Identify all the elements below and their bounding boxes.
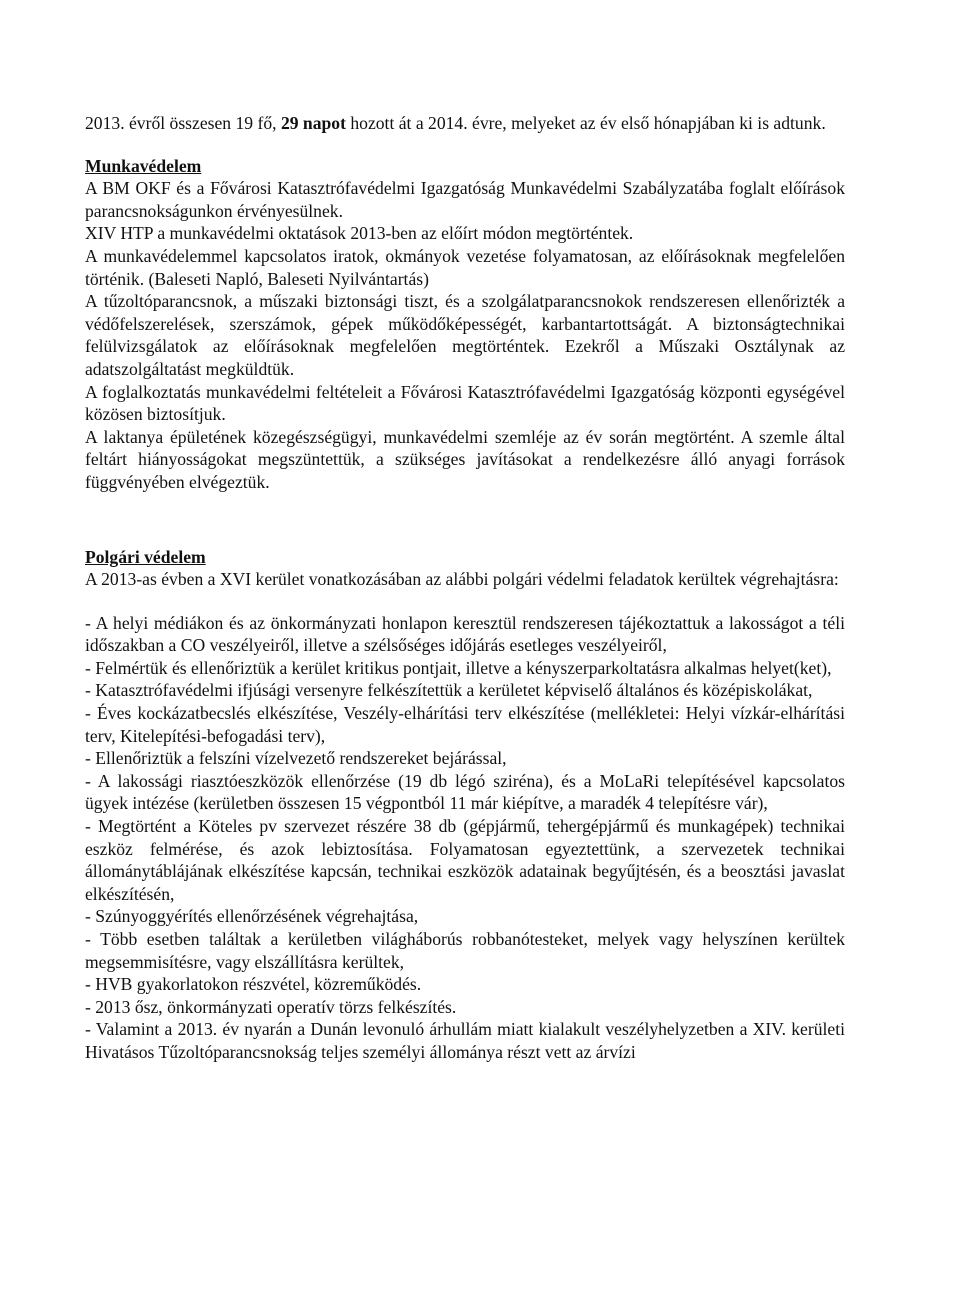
task-list	[85, 612, 845, 1064]
munkavedelem-paragraph: A laktanya épületének közegészségügyi, munkavédelmi szemléje az év során megtörtént. A szemle által feltárt hiányosságokat megszüntettük, a szükséges javításokat a rendelkezésre álló anyagi források függvényében elvégeztük.	[85, 426, 845, 492]
section-title-polgari-vedelem: Polgári védelem	[85, 546, 206, 567]
munkavedelem-paragraph: XIV HTP a munkavédelmi oktatások 2013-ben az előírt módon megtörténtek.	[85, 223, 634, 244]
polgari-vedelem-intro: A 2013-as évben a XVI kerület vonatkozásában az alábbi polgári védelmi feladatok kerültek végrehajtásra:	[85, 569, 839, 590]
list-item: - Katasztrófavédelmi ifjúsági versenyre felkészítettük a kerületet képviselő általános és középiskolákat,	[85, 680, 813, 701]
munkavedelem-paragraph: A tűzoltóparancsnok, a műszaki biztonsági tiszt, és a szolgálatparancsnokok rendszeresen ellenőrizték a védőfelszerelések, szerszámok, gépek működőképességét, karbantartottságát. A biztonságtechnikai felülvizsgálatok az előírásoknak megfelelően megtörténtek. Ezekről a Műszaki Osztálynak az adatszolgáltatást megküldtük.	[85, 291, 845, 379]
intro-paragraph	[85, 112, 845, 135]
list-item: - 2013 ősz, önkormányzati operatív törzs felkészítés.	[85, 996, 457, 1017]
section-title-munkavedelem: Munkavédelem	[85, 155, 202, 176]
intro-text-2: hozott át a 2014. évre, melyeket az év első hónapjában ki is adtunk.	[345, 113, 826, 133]
munkavedelem-paragraph: A munkavédelemmel kapcsolatos iratok, okmányok vezetése folyamatosan, az előírásoknak megfelelően történik. (Baleseti Napló, Baleseti Nyilvántartás)	[85, 245, 845, 289]
list-item: - HVB gyakorlatokon részvétel, közreműködés.	[85, 974, 422, 995]
list-item: - Valamint a 2013. év nyarán a Dunán levonuló árhullám miatt kialakult veszélyhelyzetben a XIV. kerületi Hivatásos Tűzoltóparancsnokság teljes személyi állománya részt vett az árvízi	[85, 1019, 845, 1062]
intro-text-1: 2013. évről összesen 19 fő,	[85, 113, 281, 133]
section-munkavedelem	[85, 155, 845, 494]
list-item: - Ellenőriztük a felszíni vízelvezető rendszereket bejárással,	[85, 748, 507, 769]
intro-bold-days: 29 napot	[280, 113, 346, 133]
list-item: - Több esetben találtak a kerületben világháborús robbanótesteket, melyek vagy helyszínen kerültek megsemmisítésre, vagy elszállításra kerültek,	[85, 929, 845, 972]
list-item: - Felmértük és ellenőriztük a kerület kritikus pontjait, illetve a kényszerparkoltatásra alkalmas helyet(ket),	[85, 657, 832, 678]
list-item: - A lakossági riasztóeszközök ellenőrzése (19 db légó sziréna), és a MoLaRi telepítésével kapcsolatos ügyek intézése (kerületben összesen 15 végpontból 11 már kiépítve, a maradék 4 telepítésre vár),	[85, 770, 845, 814]
document-page	[85, 112, 845, 1064]
munkavedelem-paragraph: A BM OKF és a Fővárosi Katasztrófavédelmi Igazgatóság Munkavédelmi Szabályzatába foglalt előírások parancsnokságunkon érvényesülnek.	[85, 178, 845, 221]
section-polgari-vedelem	[85, 546, 845, 1064]
list-item: - Éves kockázatbecslés elkészítése, Veszély-elhárítási terv elkészítése (mellékletei: Helyi vízkár-elhárítási terv, Kitelepítési-befogadási terv),	[85, 703, 845, 746]
list-item: - Megtörtént a Köteles pv szervezet részére 38 db (gépjármű, tehergépjármű és munkagépek) technikai eszköz felmérése, és azok lebiztosítása. Folyamatosan egyeztettünk, a szervezetek technikai állománytáblájának elkészítése kapcsán, technikai eszközök adatainak begyűjtésén, és a beosztási javaslat elkészítésén,	[85, 816, 845, 904]
munkavedelem-paragraph: A foglalkoztatás munkavédelmi feltételeit a Fővárosi Katasztrófavédelmi Igazgatóság központi egységével közösen biztosítjuk.	[85, 381, 845, 425]
list-item: - A helyi médiákon és az önkormányzati honlapon keresztül rendszeresen tájékoztattuk a lakosságot a téli időszakban a CO veszélyeiről, illetve a szélsőséges időjárás esetleges veszélyeiről,	[85, 612, 845, 656]
list-item: - Szúnyoggyérítés ellenőrzésének végrehajtása,	[85, 906, 419, 927]
